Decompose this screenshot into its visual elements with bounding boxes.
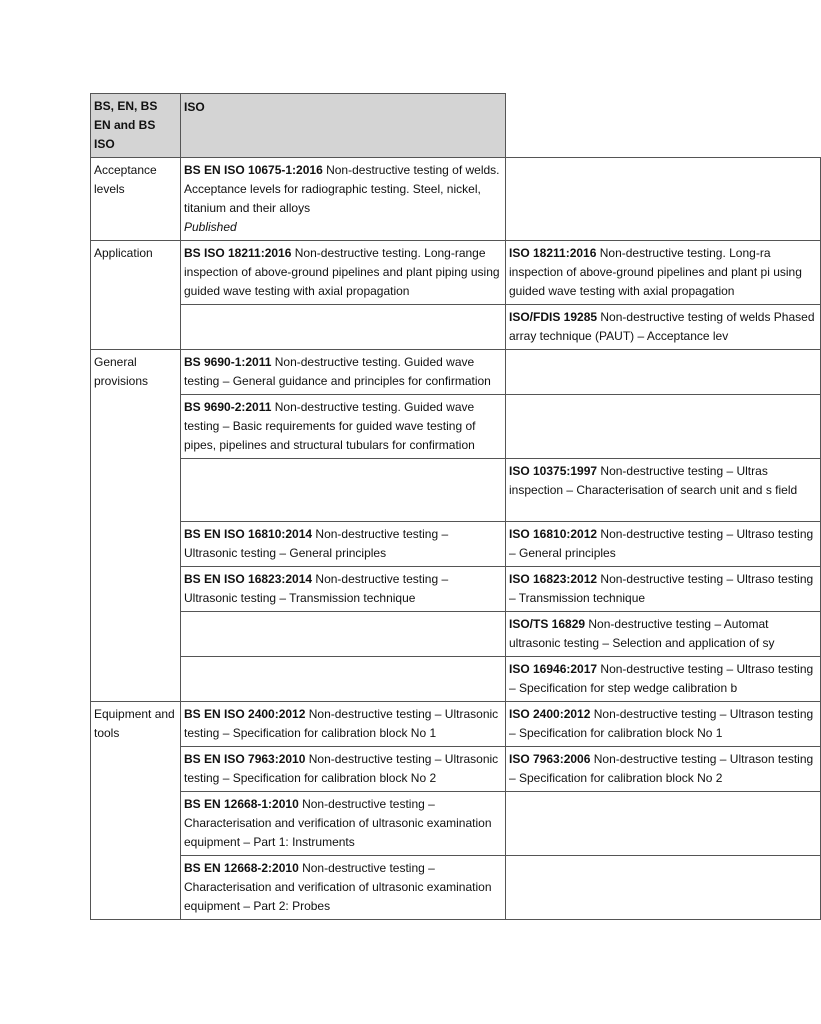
- standard-code: BS EN ISO 10675-1:2016: [184, 163, 323, 177]
- standard-title: Non-destructive testing – Ultrasonic testing – Specification for calibration block No 1: [184, 707, 499, 740]
- status-label: Published: [184, 220, 237, 234]
- standard-title: Non-destructive testing. Long-ra inspection of above-ground pipelines and plant pi using guided wave testing with axial propagation: [509, 246, 802, 298]
- standard-code: BS EN 12668-2:2010: [184, 861, 299, 875]
- standards-table: [90, 93, 821, 920]
- bs-standard-cell: [181, 158, 506, 241]
- iso-standard-cell: [506, 856, 821, 920]
- bs-standard-cell: [181, 657, 506, 702]
- standard-title: Non-destructive testing. Long-range inspection of above-ground pipelines and plant piping using guided wave testing with axial propagation: [184, 246, 500, 298]
- standard-title: Non-destructive testing – Ultraso testing – Specification for step wedge calibration b: [509, 662, 814, 695]
- standard-title: Non-destructive testing – Ultrasonic testing – Transmission technique: [184, 572, 449, 605]
- iso-standard-cell: [506, 241, 821, 305]
- bs-standard-cell: [181, 241, 506, 305]
- iso-standard-cell: [506, 395, 821, 459]
- standard-title: Non-destructive testing – Ultrason testing – Specification for calibration block No 1: [509, 707, 814, 740]
- standard-title: Non-destructive testing of welds Phased array technique (PAUT) – Acceptance lev: [509, 310, 815, 343]
- category-label: Equipment and tools: [94, 707, 175, 740]
- standard-code: BS EN ISO 16810:2014: [184, 527, 313, 541]
- table-row: [91, 657, 821, 702]
- iso-standard-cell: [506, 158, 821, 241]
- bs-standard-cell: [181, 350, 506, 395]
- standard-code: BS EN ISO 2400:2012: [184, 707, 306, 721]
- standard-code: ISO 16823:2012: [509, 572, 598, 586]
- bs-standard-cell: [181, 305, 506, 350]
- table-header-row: [91, 94, 821, 158]
- category-label: General provisions: [94, 355, 149, 388]
- standard-title: Non-destructive testing of welds. Acceptance levels for radiographic testing. Steel, nickel, titanium and their alloys: [184, 163, 500, 215]
- bs-standard-cell: [181, 459, 506, 522]
- table-row: [91, 747, 821, 792]
- bs-standard-cell: [181, 612, 506, 657]
- bs-standard-cell: [181, 395, 506, 459]
- standard-code: BS EN ISO 7963:2010: [184, 752, 306, 766]
- header-iso-standards: [181, 94, 506, 158]
- standard-code: ISO 10375:1997: [509, 464, 598, 478]
- standard-title: Non-destructive testing. Guided wave testing – General guidance and principles for confirmation: [184, 355, 491, 388]
- header-blank-cell: [506, 94, 821, 158]
- table-row: [91, 522, 821, 567]
- header-iso-label: ISO: [184, 100, 205, 114]
- table-row: [91, 305, 821, 350]
- standard-title: Non-destructive testing. Guided wave testing – Basic requirements for guided wave testing of pipes, pipelines and structural tubulars for confirmation: [184, 400, 476, 452]
- table-row: [91, 459, 821, 522]
- table-row: [91, 241, 821, 305]
- iso-standard-cell: [506, 305, 821, 350]
- header-bs-label: BS, EN, BS EN and BS ISO: [94, 99, 158, 151]
- category-label: Application: [94, 246, 153, 260]
- iso-standard-cell: [506, 747, 821, 792]
- standard-code: BS ISO 18211:2016: [184, 246, 292, 260]
- standard-code: ISO 2400:2012: [509, 707, 591, 721]
- table-row: [91, 792, 821, 856]
- category-equipment-and-tools: [91, 702, 181, 920]
- standard-code: ISO/TS 16829: [509, 617, 586, 631]
- standard-code: BS EN ISO 16823:2014: [184, 572, 313, 586]
- standard-title: Non-destructive testing – Ultrasonic testing – Specification for calibration block No 2: [184, 752, 499, 785]
- category-application: [91, 241, 181, 350]
- standard-code: ISO 7963:2006: [509, 752, 591, 766]
- standard-title: Non-destructive testing – Ultras inspection – Characterisation of search unit and s field: [509, 464, 798, 497]
- category-general-provisions: [91, 350, 181, 702]
- bs-standard-cell: [181, 856, 506, 920]
- table-row: [91, 395, 821, 459]
- category-acceptance-levels: [91, 158, 181, 241]
- standard-code: ISO 16810:2012: [509, 527, 598, 541]
- standard-title: Non-destructive testing – Ultraso testing – Transmission technique: [509, 572, 814, 605]
- table-row: [91, 350, 821, 395]
- bs-standard-cell: [181, 702, 506, 747]
- bs-standard-cell: [181, 567, 506, 612]
- standard-code: ISO 16946:2017: [509, 662, 598, 676]
- standard-code: BS EN 12668-1:2010: [184, 797, 299, 811]
- table-row: [91, 856, 821, 920]
- standard-code: BS 9690-1:2011: [184, 355, 272, 369]
- standard-code: ISO 18211:2016: [509, 246, 597, 260]
- standard-title: Non-destructive testing – Automat ultrasonic testing – Selection and application of sy: [509, 617, 775, 650]
- iso-standard-cell: [506, 612, 821, 657]
- standard-code: ISO/FDIS 19285: [509, 310, 598, 324]
- bs-standard-cell: [181, 792, 506, 856]
- standard-title: Non-destructive testing – Characterisation and verification of ultrasonic examination equipment – Part 1: Instruments: [184, 797, 492, 849]
- header-bs-standards: [91, 94, 181, 158]
- iso-standard-cell: [506, 702, 821, 747]
- table-row: [91, 612, 821, 657]
- iso-standard-cell: [506, 567, 821, 612]
- iso-standard-cell: [506, 657, 821, 702]
- table-row: [91, 158, 821, 241]
- table-row: [91, 702, 821, 747]
- iso-standard-cell: [506, 522, 821, 567]
- table-row: [91, 567, 821, 612]
- bs-standard-cell: [181, 747, 506, 792]
- category-label: Acceptance levels: [94, 163, 157, 196]
- iso-standard-cell: [506, 350, 821, 395]
- bs-standard-cell: [181, 522, 506, 567]
- iso-standard-cell: [506, 459, 821, 522]
- standard-title: Non-destructive testing – Ultraso testing – General principles: [509, 527, 814, 560]
- iso-standard-cell: [506, 792, 821, 856]
- standard-title: Non-destructive testing – Ultrason testing – Specification for calibration block No 2: [509, 752, 814, 785]
- standard-title: Non-destructive testing – Characterisation and verification of ultrasonic examination equipment – Part 2: Probes: [184, 861, 492, 913]
- standard-code: BS 9690-2:2011: [184, 400, 272, 414]
- standard-title: Non-destructive testing – Ultrasonic testing – General principles: [184, 527, 449, 560]
